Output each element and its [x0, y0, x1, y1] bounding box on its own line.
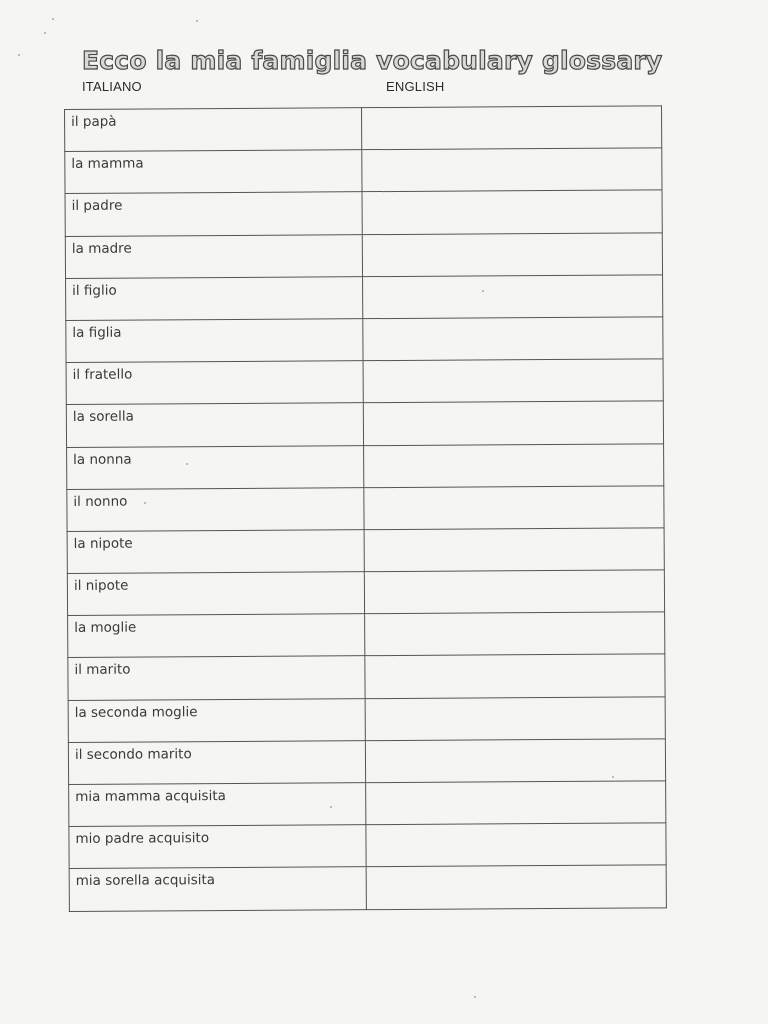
vocabulary-table-body [65, 106, 667, 911]
english-translation-cell[interactable] [364, 486, 664, 530]
table-row [66, 359, 663, 405]
scan-speck [18, 54, 20, 56]
english-translation-cell[interactable] [362, 190, 662, 234]
italian-term: mio padre acquisito [69, 825, 366, 869]
english-translation-cell[interactable] [361, 106, 661, 150]
scan-speck [612, 776, 614, 778]
table-row [68, 654, 665, 700]
table-row [66, 401, 663, 447]
italian-term: la madre [65, 234, 362, 278]
scan-speck [144, 502, 146, 504]
column-header-english: ENGLISH [386, 79, 445, 94]
table-row [66, 317, 663, 363]
scan-speck [482, 290, 484, 292]
italian-term: mia mamma acquisita [69, 783, 366, 827]
table-row [65, 190, 662, 236]
english-translation-cell[interactable] [363, 275, 663, 319]
english-translation-cell[interactable] [366, 823, 666, 867]
english-translation-cell[interactable] [363, 317, 663, 361]
table-row [68, 696, 665, 742]
italian-term: il papà [65, 108, 362, 152]
english-translation-cell[interactable] [365, 696, 665, 740]
italian-term: il nonno [67, 487, 364, 531]
italian-term: la mamma [65, 150, 362, 194]
italian-term: il secondo marito [68, 740, 365, 784]
table-row [65, 232, 662, 278]
column-header-italian: ITALIANO [82, 79, 142, 94]
english-translation-cell[interactable] [366, 865, 666, 909]
italian-term: la nonna [67, 445, 364, 489]
italian-term: la seconda moglie [68, 698, 365, 742]
italian-term: la figlia [66, 319, 363, 363]
italian-term: la moglie [68, 614, 365, 658]
english-translation-cell[interactable] [365, 654, 665, 698]
table-row [68, 612, 665, 658]
italian-term: il figlio [66, 276, 363, 320]
scan-speck [52, 18, 54, 20]
english-translation-cell[interactable] [362, 232, 662, 276]
english-translation-cell[interactable] [366, 781, 666, 825]
italian-term: il fratello [66, 361, 363, 405]
table-row [69, 823, 666, 869]
worksheet-title: Ecco la mia famiglia vocabulary glossary [82, 46, 663, 75]
vocabulary-table-container [64, 105, 671, 911]
italian-term: la sorella [66, 403, 363, 447]
scan-speck [330, 806, 332, 808]
scan-speck [196, 20, 198, 22]
italian-term: la nipote [67, 530, 364, 574]
english-translation-cell[interactable] [363, 359, 663, 403]
table-row [65, 148, 662, 194]
english-translation-cell[interactable] [365, 612, 665, 656]
table-row [67, 570, 664, 616]
table-row [67, 486, 664, 532]
english-translation-cell[interactable] [363, 401, 663, 445]
table-row [65, 106, 662, 152]
italian-term: mia sorella acquisita [69, 867, 366, 911]
english-translation-cell[interactable] [362, 148, 662, 192]
table-row [69, 781, 666, 827]
scan-speck [474, 996, 476, 998]
english-translation-cell[interactable] [364, 570, 664, 614]
table-row [67, 528, 664, 574]
table-row [67, 443, 664, 489]
table-row [68, 739, 665, 785]
table-row [66, 275, 663, 321]
scan-speck [44, 32, 46, 34]
scan-speck [186, 463, 188, 465]
english-translation-cell[interactable] [364, 528, 664, 572]
italian-term: il padre [65, 192, 362, 236]
english-translation-cell[interactable] [365, 739, 665, 783]
vocabulary-table [64, 105, 667, 911]
italian-term: il nipote [67, 572, 364, 616]
english-translation-cell[interactable] [364, 443, 664, 487]
table-row [69, 865, 666, 911]
italian-term: il marito [68, 656, 365, 700]
